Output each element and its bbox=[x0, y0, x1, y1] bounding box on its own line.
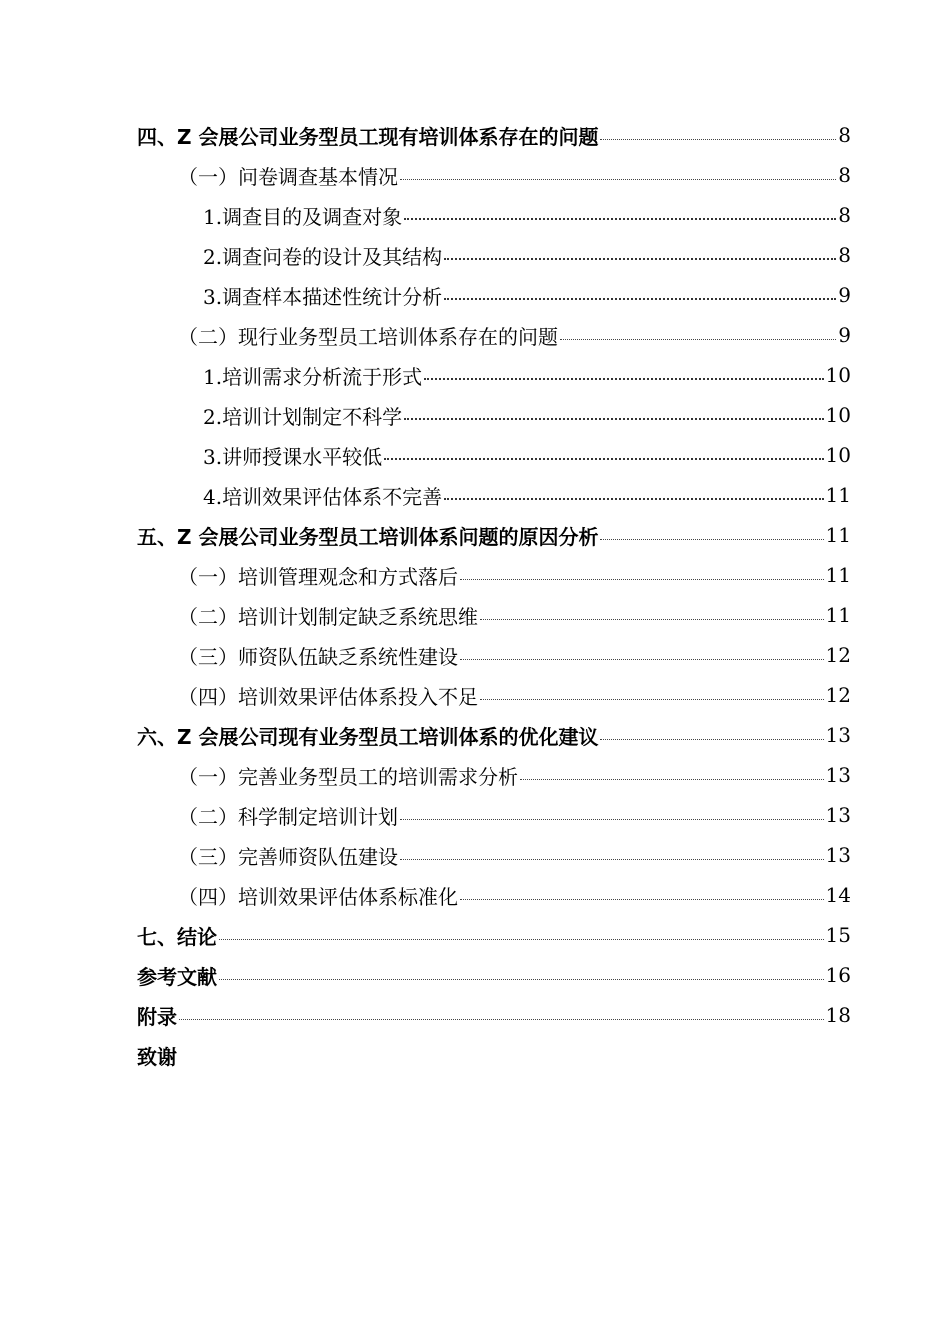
toc-entry[interactable] bbox=[0, 995, 851, 1035]
toc-dot-leader bbox=[480, 619, 824, 620]
toc-entry-title: 3.调查样本描述性统计分析 bbox=[203, 284, 443, 309]
toc-entry-title: 4.培训效果评估体系不完善 bbox=[203, 484, 443, 509]
toc-entry[interactable] bbox=[0, 195, 851, 235]
toc-page-number: 13 bbox=[825, 803, 851, 827]
toc-entry[interactable] bbox=[0, 595, 851, 635]
toc-entry-title: （一）问卷调查基本情况 bbox=[178, 164, 398, 189]
toc-dot-leader bbox=[460, 659, 824, 660]
toc-entry[interactable] bbox=[0, 955, 851, 995]
toc-entry[interactable] bbox=[0, 395, 851, 435]
toc-entry[interactable] bbox=[0, 835, 851, 875]
toc-entry[interactable] bbox=[0, 275, 851, 315]
toc-page-number: 15 bbox=[825, 923, 851, 947]
toc-entry-title: 1.培训需求分析流于形式 bbox=[203, 364, 423, 389]
toc-dot-leader bbox=[400, 859, 824, 860]
toc-page-number: 13 bbox=[825, 843, 851, 867]
toc-entry-title: （二）科学制定培训计划 bbox=[178, 804, 398, 829]
toc-page-number: 9 bbox=[838, 323, 851, 347]
toc-dot-leader bbox=[480, 699, 824, 700]
toc-dot-leader bbox=[560, 339, 836, 340]
toc-page-number: 8 bbox=[838, 123, 851, 147]
toc-entry[interactable] bbox=[0, 755, 851, 795]
toc-dot-leader bbox=[460, 899, 824, 900]
toc-entry[interactable] bbox=[0, 315, 851, 355]
toc-page-number: 13 bbox=[825, 763, 851, 787]
toc-entry-title: 3.讲师授课水平较低 bbox=[203, 444, 383, 469]
toc-page-number: 11 bbox=[825, 563, 851, 587]
toc-entry[interactable] bbox=[0, 435, 851, 475]
toc-page-number: 14 bbox=[825, 883, 851, 907]
toc-entry[interactable] bbox=[0, 235, 851, 275]
toc-entry-title: 七、结论 bbox=[137, 924, 217, 949]
toc-entry-title: （三）完善师资队伍建设 bbox=[178, 844, 398, 869]
toc-entry-title: （一）完善业务型员工的培训需求分析 bbox=[178, 764, 518, 789]
toc-page-number: 8 bbox=[838, 243, 851, 267]
toc-dot-leader bbox=[219, 939, 824, 940]
toc-entry[interactable] bbox=[0, 475, 851, 515]
toc-dot-leader bbox=[444, 498, 823, 500]
toc-page-number: 16 bbox=[825, 963, 851, 987]
toc-entry[interactable] bbox=[0, 555, 851, 595]
toc-dot-leader bbox=[404, 218, 836, 220]
toc-entry-title: 六、Z 会展公司现有业务型员工培训体系的优化建议 bbox=[137, 724, 599, 749]
toc-entry-title: 五、Z 会展公司业务型员工培训体系问题的原因分析 bbox=[137, 524, 599, 549]
toc-dot-leader bbox=[444, 258, 836, 260]
toc-entry[interactable] bbox=[0, 115, 851, 155]
toc-page-number: 10 bbox=[825, 443, 851, 467]
toc-dot-leader bbox=[404, 418, 823, 420]
toc-entry-title: （二）培训计划制定缺乏系统思维 bbox=[178, 604, 478, 629]
toc-page-number: 8 bbox=[838, 163, 851, 187]
toc-dot-leader bbox=[444, 298, 836, 300]
toc-page-number: 18 bbox=[825, 1003, 851, 1027]
toc-dot-leader bbox=[600, 739, 823, 740]
toc-entry-title: （一）培训管理观念和方式落后 bbox=[178, 564, 458, 589]
toc-entry[interactable] bbox=[0, 875, 851, 915]
toc-entry-title: （四）培训效果评估体系投入不足 bbox=[178, 684, 478, 709]
toc-entry[interactable] bbox=[0, 355, 851, 395]
toc-dot-leader bbox=[219, 979, 824, 980]
toc-page-number: 12 bbox=[825, 643, 851, 667]
toc-entry[interactable] bbox=[0, 675, 851, 715]
toc-page-number: 8 bbox=[838, 203, 851, 227]
toc-dot-leader bbox=[400, 179, 836, 180]
toc-entry[interactable] bbox=[0, 715, 851, 755]
toc-dot-leader bbox=[400, 819, 824, 820]
toc-dot-leader bbox=[600, 539, 823, 540]
toc-entry-title: （四）培训效果评估体系标准化 bbox=[178, 884, 458, 909]
toc-page-number: 9 bbox=[838, 283, 851, 307]
toc-entry[interactable] bbox=[0, 155, 851, 195]
toc-entry-title: 附录 bbox=[137, 1004, 177, 1029]
toc-entry-title: 四、Z 会展公司业务型员工现有培训体系存在的问题 bbox=[137, 124, 599, 149]
toc-page-number: 12 bbox=[825, 683, 851, 707]
toc-page-number: 10 bbox=[825, 363, 851, 387]
toc-dot-leader bbox=[424, 378, 823, 380]
toc-entry-title: （二）现行业务型员工培训体系存在的问题 bbox=[178, 324, 558, 349]
toc-entry-title: 1.调查目的及调查对象 bbox=[203, 204, 403, 229]
toc-page-number: 11 bbox=[825, 603, 851, 627]
toc-page-number: 11 bbox=[825, 483, 851, 507]
toc-entry[interactable] bbox=[0, 1035, 851, 1075]
toc-entry-title: 参考文献 bbox=[137, 964, 217, 989]
toc-dot-leader bbox=[520, 779, 824, 780]
toc-entry-title: 致谢 bbox=[137, 1044, 177, 1069]
toc-entry[interactable] bbox=[0, 515, 851, 555]
toc-entry-title: 2.培训计划制定不科学 bbox=[203, 404, 403, 429]
toc-dot-leader bbox=[179, 1019, 824, 1020]
toc-entry[interactable] bbox=[0, 635, 851, 675]
toc-dot-leader bbox=[384, 458, 823, 460]
toc-dot-leader bbox=[460, 579, 824, 580]
toc-entry-title: （三）师资队伍缺乏系统性建设 bbox=[178, 644, 458, 669]
toc-entry-title: 2.调查问卷的设计及其结构 bbox=[203, 244, 443, 269]
toc-dot-leader bbox=[600, 139, 836, 140]
toc-entry[interactable] bbox=[0, 795, 851, 835]
toc-entry[interactable] bbox=[0, 915, 851, 955]
toc-page-number: 11 bbox=[825, 523, 851, 547]
toc-page-number: 13 bbox=[825, 723, 851, 747]
toc-page-number: 10 bbox=[825, 403, 851, 427]
